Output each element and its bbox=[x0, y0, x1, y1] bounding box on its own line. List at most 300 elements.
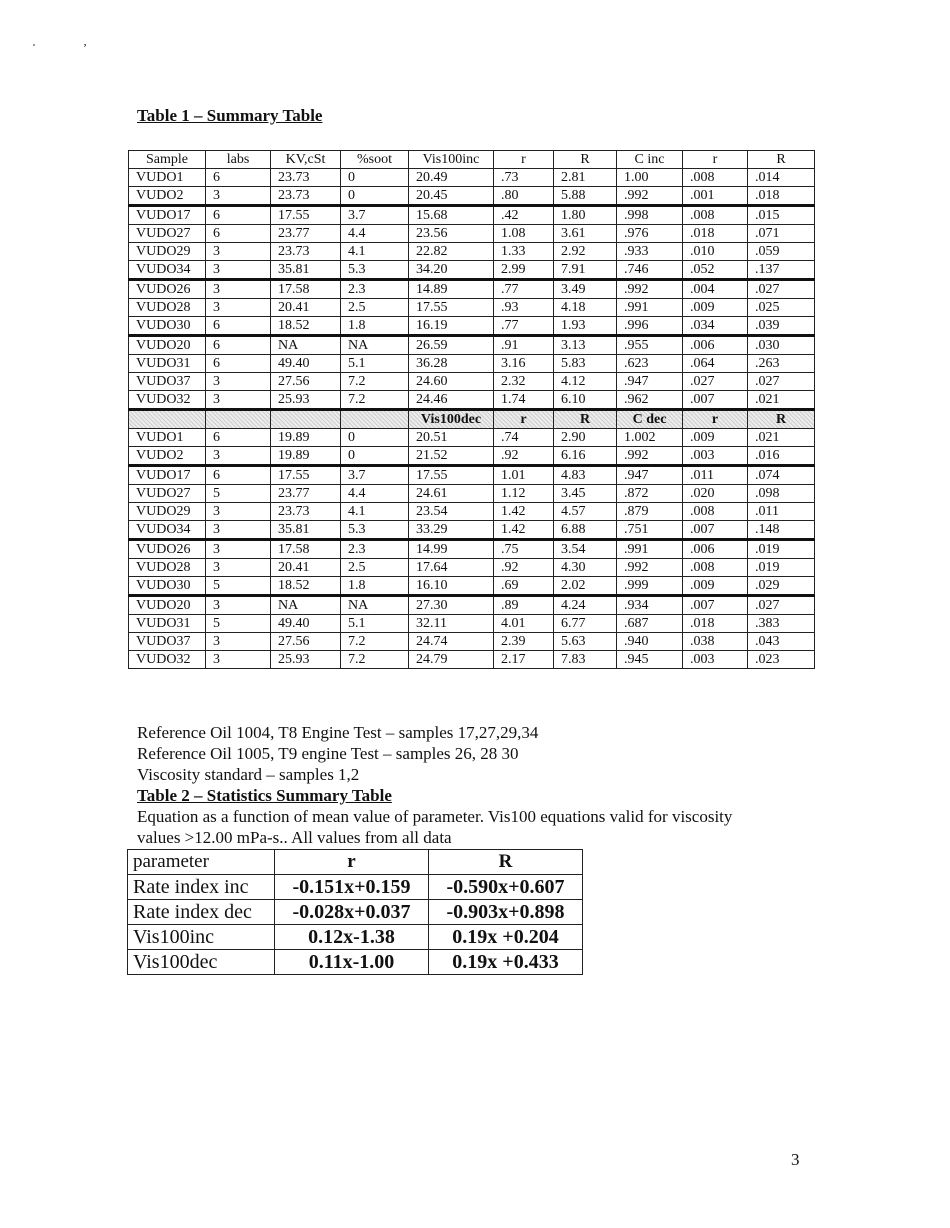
summary-table bbox=[128, 150, 815, 669]
value-cell: 2.92 bbox=[554, 243, 617, 261]
value-cell: .034 bbox=[683, 317, 748, 336]
value-cell: NA bbox=[271, 336, 341, 355]
sample-cell: VUDO2 bbox=[129, 187, 206, 206]
value-cell: .879 bbox=[617, 503, 683, 521]
value-cell: 1.42 bbox=[494, 521, 554, 540]
value-cell: 35.81 bbox=[271, 521, 341, 540]
col-header: r bbox=[494, 151, 554, 169]
sample-cell: VUDO37 bbox=[129, 633, 206, 651]
value-cell: .021 bbox=[748, 429, 815, 447]
value-cell: 18.52 bbox=[271, 317, 341, 336]
value-cell: 24.60 bbox=[409, 373, 494, 391]
value-cell: 7.91 bbox=[554, 261, 617, 280]
value-cell: 5.1 bbox=[341, 615, 409, 633]
value-cell: 6 bbox=[206, 169, 271, 187]
sample-cell: VUDO27 bbox=[129, 225, 206, 243]
value-cell: 1.80 bbox=[554, 206, 617, 225]
value-cell: 5.3 bbox=[341, 261, 409, 280]
value-cell: 21.52 bbox=[409, 447, 494, 466]
value-cell: .016 bbox=[748, 447, 815, 466]
value-cell: 6 bbox=[206, 317, 271, 336]
value-cell bbox=[271, 410, 341, 429]
value-cell: 2.02 bbox=[554, 577, 617, 596]
value-cell: .018 bbox=[683, 615, 748, 633]
sample-cell: VUDO27 bbox=[129, 485, 206, 503]
value-cell: 5.83 bbox=[554, 355, 617, 373]
stats-parameter: Vis100inc bbox=[128, 925, 275, 950]
stats-equation: -0.590x+0.607 bbox=[429, 875, 583, 900]
sample-cell: VUDO29 bbox=[129, 503, 206, 521]
value-cell: .42 bbox=[494, 206, 554, 225]
value-cell: 3 bbox=[206, 187, 271, 206]
value-cell: 1.01 bbox=[494, 466, 554, 485]
value-cell: Vis100dec bbox=[409, 410, 494, 429]
sample-cell: VUDO20 bbox=[129, 596, 206, 615]
value-cell: .137 bbox=[748, 261, 815, 280]
value-cell: 17.64 bbox=[409, 559, 494, 577]
value-cell: 4.01 bbox=[494, 615, 554, 633]
table-row bbox=[129, 429, 815, 447]
value-cell: 7.2 bbox=[341, 633, 409, 651]
stats-equation: 0.12x-1.38 bbox=[275, 925, 429, 950]
value-cell: .027 bbox=[683, 373, 748, 391]
value-cell: 3 bbox=[206, 559, 271, 577]
value-cell: 2.5 bbox=[341, 559, 409, 577]
value-cell: 1.33 bbox=[494, 243, 554, 261]
stats-parameter: Rate index inc bbox=[128, 875, 275, 900]
table-row bbox=[129, 447, 815, 466]
stray-scan-mark: ‚ bbox=[83, 34, 87, 48]
value-cell: 4.30 bbox=[554, 559, 617, 577]
value-cell: .007 bbox=[683, 596, 748, 615]
col-header: C inc bbox=[617, 151, 683, 169]
value-cell: .991 bbox=[617, 540, 683, 559]
value-cell: r bbox=[494, 410, 554, 429]
stats-col-header: r bbox=[275, 850, 429, 875]
value-cell: .991 bbox=[617, 299, 683, 317]
summary-header-row bbox=[129, 151, 815, 169]
value-cell: 3.7 bbox=[341, 206, 409, 225]
value-cell: .009 bbox=[683, 429, 748, 447]
value-cell: .074 bbox=[748, 466, 815, 485]
sample-cell: VUDO34 bbox=[129, 521, 206, 540]
value-cell: 23.73 bbox=[271, 187, 341, 206]
sample-cell: VUDO37 bbox=[129, 373, 206, 391]
value-cell: 2.99 bbox=[494, 261, 554, 280]
value-cell: 3.54 bbox=[554, 540, 617, 559]
value-cell: .038 bbox=[683, 633, 748, 651]
col-header: %soot bbox=[341, 151, 409, 169]
value-cell: .015 bbox=[748, 206, 815, 225]
notes-block bbox=[137, 722, 817, 848]
value-cell: 0 bbox=[341, 169, 409, 187]
sample-cell: VUDO30 bbox=[129, 577, 206, 596]
sample-cell: VUDO28 bbox=[129, 299, 206, 317]
value-cell: 5.1 bbox=[341, 355, 409, 373]
value-cell: 3.45 bbox=[554, 485, 617, 503]
value-cell: 3 bbox=[206, 633, 271, 651]
value-cell: .011 bbox=[683, 466, 748, 485]
value-cell: .999 bbox=[617, 577, 683, 596]
value-cell: .027 bbox=[748, 280, 815, 299]
value-cell: 6.77 bbox=[554, 615, 617, 633]
value-cell: 4.24 bbox=[554, 596, 617, 615]
col-header: Vis100inc bbox=[409, 151, 494, 169]
value-cell: 20.49 bbox=[409, 169, 494, 187]
value-cell: .992 bbox=[617, 559, 683, 577]
value-cell: 36.28 bbox=[409, 355, 494, 373]
value-cell: .027 bbox=[748, 373, 815, 391]
value-cell: 1.93 bbox=[554, 317, 617, 336]
value-cell: .008 bbox=[683, 559, 748, 577]
table-row bbox=[129, 651, 815, 669]
value-cell: 34.20 bbox=[409, 261, 494, 280]
value-cell: 0 bbox=[341, 187, 409, 206]
sample-cell: VUDO34 bbox=[129, 261, 206, 280]
col-header: R bbox=[554, 151, 617, 169]
value-cell: 4.12 bbox=[554, 373, 617, 391]
stats-equation: -0.028x+0.037 bbox=[275, 900, 429, 925]
value-cell: 24.74 bbox=[409, 633, 494, 651]
value-cell: 5.88 bbox=[554, 187, 617, 206]
value-cell: 23.73 bbox=[271, 243, 341, 261]
table-row bbox=[129, 336, 815, 355]
value-cell: 2.81 bbox=[554, 169, 617, 187]
value-cell: .008 bbox=[683, 503, 748, 521]
value-cell: .008 bbox=[683, 169, 748, 187]
value-cell: .933 bbox=[617, 243, 683, 261]
value-cell: 23.73 bbox=[271, 169, 341, 187]
table-row bbox=[129, 391, 815, 410]
value-cell: 17.58 bbox=[271, 280, 341, 299]
value-cell: .025 bbox=[748, 299, 815, 317]
table-row bbox=[129, 299, 815, 317]
value-cell: 1.12 bbox=[494, 485, 554, 503]
stats-header-row bbox=[128, 850, 583, 875]
value-cell: .003 bbox=[683, 651, 748, 669]
value-cell: 3 bbox=[206, 391, 271, 410]
value-cell: .934 bbox=[617, 596, 683, 615]
value-cell: 27.56 bbox=[271, 373, 341, 391]
value-cell: NA bbox=[271, 596, 341, 615]
value-cell: 23.73 bbox=[271, 503, 341, 521]
value-cell: .011 bbox=[748, 503, 815, 521]
col-header: R bbox=[748, 151, 815, 169]
value-cell: .009 bbox=[683, 577, 748, 596]
value-cell: .010 bbox=[683, 243, 748, 261]
value-cell bbox=[206, 410, 271, 429]
value-cell: 33.29 bbox=[409, 521, 494, 540]
value-cell: 20.41 bbox=[271, 299, 341, 317]
value-cell: .029 bbox=[748, 577, 815, 596]
note-line: Reference Oil 1004, T8 Engine Test – samples 17,27,29,34 bbox=[137, 723, 539, 742]
value-cell: 6 bbox=[206, 336, 271, 355]
value-cell: .976 bbox=[617, 225, 683, 243]
value-cell: 19.89 bbox=[271, 447, 341, 466]
value-cell: 4.4 bbox=[341, 225, 409, 243]
table-row bbox=[129, 596, 815, 615]
value-cell: 1.42 bbox=[494, 503, 554, 521]
value-cell: 1.74 bbox=[494, 391, 554, 410]
value-cell: 24.79 bbox=[409, 651, 494, 669]
value-cell: 1.8 bbox=[341, 577, 409, 596]
sample-cell: VUDO26 bbox=[129, 540, 206, 559]
value-cell: 15.68 bbox=[409, 206, 494, 225]
value-cell: .004 bbox=[683, 280, 748, 299]
value-cell: 3.49 bbox=[554, 280, 617, 299]
value-cell: 2.3 bbox=[341, 540, 409, 559]
value-cell: .955 bbox=[617, 336, 683, 355]
value-cell: 20.51 bbox=[409, 429, 494, 447]
table2-description: Equation as a function of mean value of parameter. Vis100 equations valid for viscosity bbox=[137, 807, 733, 826]
value-cell: .992 bbox=[617, 280, 683, 299]
value-cell: .89 bbox=[494, 596, 554, 615]
table-row bbox=[129, 633, 815, 651]
value-cell: .77 bbox=[494, 280, 554, 299]
value-cell: .018 bbox=[683, 225, 748, 243]
sample-cell: VUDO2 bbox=[129, 447, 206, 466]
value-cell: .92 bbox=[494, 559, 554, 577]
value-cell: .74 bbox=[494, 429, 554, 447]
value-cell: 0 bbox=[341, 429, 409, 447]
value-cell: 3.13 bbox=[554, 336, 617, 355]
value-cell: .93 bbox=[494, 299, 554, 317]
value-cell: .006 bbox=[683, 336, 748, 355]
stats-equation: 0.11x-1.00 bbox=[275, 950, 429, 975]
table2-title: Table 2 – Statistics Summary Table bbox=[137, 786, 392, 805]
value-cell: 23.77 bbox=[271, 225, 341, 243]
value-cell: 6 bbox=[206, 429, 271, 447]
summary-body bbox=[129, 169, 815, 669]
value-cell: .992 bbox=[617, 187, 683, 206]
value-cell: .263 bbox=[748, 355, 815, 373]
value-cell: 20.45 bbox=[409, 187, 494, 206]
value-cell: 18.52 bbox=[271, 577, 341, 596]
value-cell: .059 bbox=[748, 243, 815, 261]
value-cell: .071 bbox=[748, 225, 815, 243]
col-header: r bbox=[683, 151, 748, 169]
sample-cell: VUDO1 bbox=[129, 169, 206, 187]
value-cell: 3 bbox=[206, 261, 271, 280]
value-cell: .030 bbox=[748, 336, 815, 355]
value-cell: .006 bbox=[683, 540, 748, 559]
value-cell: .027 bbox=[748, 596, 815, 615]
value-cell: 23.77 bbox=[271, 485, 341, 503]
value-cell: .940 bbox=[617, 633, 683, 651]
sample-cell: VUDO17 bbox=[129, 466, 206, 485]
stats-row bbox=[128, 950, 583, 975]
value-cell: .947 bbox=[617, 373, 683, 391]
value-cell: 4.57 bbox=[554, 503, 617, 521]
value-cell: 27.30 bbox=[409, 596, 494, 615]
value-cell: .91 bbox=[494, 336, 554, 355]
value-cell: .064 bbox=[683, 355, 748, 373]
value-cell: 6.88 bbox=[554, 521, 617, 540]
value-cell: 17.55 bbox=[409, 299, 494, 317]
col-header: KV,cSt bbox=[271, 151, 341, 169]
value-cell: 5.3 bbox=[341, 521, 409, 540]
value-cell: 3 bbox=[206, 651, 271, 669]
value-cell: .872 bbox=[617, 485, 683, 503]
note-line: Reference Oil 1005, T9 engine Test – samples 26, 28 30 bbox=[137, 744, 519, 763]
stats-equation: -0.151x+0.159 bbox=[275, 875, 429, 900]
sample-cell: VUDO31 bbox=[129, 615, 206, 633]
stats-col-header: parameter bbox=[128, 850, 275, 875]
scan-dot bbox=[33, 44, 35, 46]
value-cell: C dec bbox=[617, 410, 683, 429]
value-cell: .043 bbox=[748, 633, 815, 651]
value-cell: .92 bbox=[494, 447, 554, 466]
value-cell: 6.16 bbox=[554, 447, 617, 466]
value-cell: .021 bbox=[748, 391, 815, 410]
value-cell: 5 bbox=[206, 577, 271, 596]
table-row bbox=[129, 466, 815, 485]
value-cell: .996 bbox=[617, 317, 683, 336]
table-row bbox=[129, 355, 815, 373]
value-cell: .945 bbox=[617, 651, 683, 669]
value-cell: .80 bbox=[494, 187, 554, 206]
value-cell: 5 bbox=[206, 485, 271, 503]
value-cell: .003 bbox=[683, 447, 748, 466]
sample-cell: VUDO17 bbox=[129, 206, 206, 225]
value-cell: 17.55 bbox=[409, 466, 494, 485]
value-cell: R bbox=[748, 410, 815, 429]
value-cell: .052 bbox=[683, 261, 748, 280]
value-cell: 25.93 bbox=[271, 391, 341, 410]
value-cell: 2.5 bbox=[341, 299, 409, 317]
value-cell: 3.7 bbox=[341, 466, 409, 485]
value-cell: 1.002 bbox=[617, 429, 683, 447]
value-cell: .019 bbox=[748, 559, 815, 577]
value-cell: 1.8 bbox=[341, 317, 409, 336]
value-cell: .001 bbox=[683, 187, 748, 206]
value-cell: 2.39 bbox=[494, 633, 554, 651]
table-row bbox=[129, 615, 815, 633]
value-cell: 23.54 bbox=[409, 503, 494, 521]
value-cell: 2.3 bbox=[341, 280, 409, 299]
value-cell: 2.90 bbox=[554, 429, 617, 447]
table2-description: values >12.00 mPa-s.. All values from all data bbox=[137, 828, 452, 847]
value-cell: 24.46 bbox=[409, 391, 494, 410]
sample-cell: VUDO26 bbox=[129, 280, 206, 299]
value-cell: 6 bbox=[206, 355, 271, 373]
table-row bbox=[129, 280, 815, 299]
value-cell: 3 bbox=[206, 503, 271, 521]
value-cell: 35.81 bbox=[271, 261, 341, 280]
stats-equation: -0.903x+0.898 bbox=[429, 900, 583, 925]
value-cell: 5 bbox=[206, 615, 271, 633]
value-cell: .69 bbox=[494, 577, 554, 596]
value-cell: .018 bbox=[748, 187, 815, 206]
value-cell: .007 bbox=[683, 391, 748, 410]
value-cell: .148 bbox=[748, 521, 815, 540]
value-cell: 32.11 bbox=[409, 615, 494, 633]
value-cell: NA bbox=[341, 596, 409, 615]
note-line: Viscosity standard – samples 1,2 bbox=[137, 765, 360, 784]
value-cell: 4.83 bbox=[554, 466, 617, 485]
value-cell: 1.08 bbox=[494, 225, 554, 243]
sample-cell bbox=[129, 410, 206, 429]
table-row bbox=[129, 206, 815, 225]
sample-cell: VUDO32 bbox=[129, 391, 206, 410]
value-cell: 22.82 bbox=[409, 243, 494, 261]
value-cell: 6 bbox=[206, 466, 271, 485]
stats-col-header: R bbox=[429, 850, 583, 875]
value-cell: 2.17 bbox=[494, 651, 554, 669]
value-cell: .383 bbox=[748, 615, 815, 633]
value-cell: .019 bbox=[748, 540, 815, 559]
value-cell: .746 bbox=[617, 261, 683, 280]
value-cell: .992 bbox=[617, 447, 683, 466]
sample-cell: VUDO32 bbox=[129, 651, 206, 669]
value-cell bbox=[341, 410, 409, 429]
value-cell: 3 bbox=[206, 243, 271, 261]
value-cell: 7.2 bbox=[341, 391, 409, 410]
value-cell: .75 bbox=[494, 540, 554, 559]
value-cell: 3 bbox=[206, 280, 271, 299]
value-cell: 5.63 bbox=[554, 633, 617, 651]
table-row bbox=[129, 373, 815, 391]
value-cell: .098 bbox=[748, 485, 815, 503]
stats-parameter: Vis100dec bbox=[128, 950, 275, 975]
value-cell: 16.10 bbox=[409, 577, 494, 596]
table-row bbox=[129, 577, 815, 596]
value-cell: 17.55 bbox=[271, 466, 341, 485]
value-cell: 4.18 bbox=[554, 299, 617, 317]
value-cell: .039 bbox=[748, 317, 815, 336]
table-row bbox=[129, 485, 815, 503]
value-cell: 6 bbox=[206, 225, 271, 243]
value-cell: .77 bbox=[494, 317, 554, 336]
value-cell: 49.40 bbox=[271, 615, 341, 633]
value-cell: r bbox=[683, 410, 748, 429]
table-row bbox=[129, 559, 815, 577]
value-cell: .751 bbox=[617, 521, 683, 540]
value-cell: R bbox=[554, 410, 617, 429]
col-header: Sample bbox=[129, 151, 206, 169]
sample-cell: VUDO31 bbox=[129, 355, 206, 373]
value-cell: .687 bbox=[617, 615, 683, 633]
value-cell: 4.4 bbox=[341, 485, 409, 503]
value-cell: 14.99 bbox=[409, 540, 494, 559]
value-cell: .962 bbox=[617, 391, 683, 410]
sample-cell: VUDO1 bbox=[129, 429, 206, 447]
value-cell: 7.83 bbox=[554, 651, 617, 669]
table-row bbox=[129, 317, 815, 336]
value-cell: 7.2 bbox=[341, 373, 409, 391]
value-cell: 16.19 bbox=[409, 317, 494, 336]
value-cell: .009 bbox=[683, 299, 748, 317]
value-cell: 14.89 bbox=[409, 280, 494, 299]
value-cell: 2.32 bbox=[494, 373, 554, 391]
col-header: labs bbox=[206, 151, 271, 169]
table-row bbox=[129, 261, 815, 280]
value-cell: NA bbox=[341, 336, 409, 355]
value-cell: 3 bbox=[206, 373, 271, 391]
value-cell: 3 bbox=[206, 299, 271, 317]
sample-cell: VUDO20 bbox=[129, 336, 206, 355]
table-row bbox=[129, 503, 815, 521]
value-cell: .947 bbox=[617, 466, 683, 485]
value-cell: 6 bbox=[206, 206, 271, 225]
value-cell: 17.55 bbox=[271, 206, 341, 225]
value-cell: 4.1 bbox=[341, 503, 409, 521]
table-row bbox=[129, 243, 815, 261]
value-cell: 23.56 bbox=[409, 225, 494, 243]
table-row bbox=[129, 540, 815, 559]
value-cell: 3.61 bbox=[554, 225, 617, 243]
table-row bbox=[129, 187, 815, 206]
